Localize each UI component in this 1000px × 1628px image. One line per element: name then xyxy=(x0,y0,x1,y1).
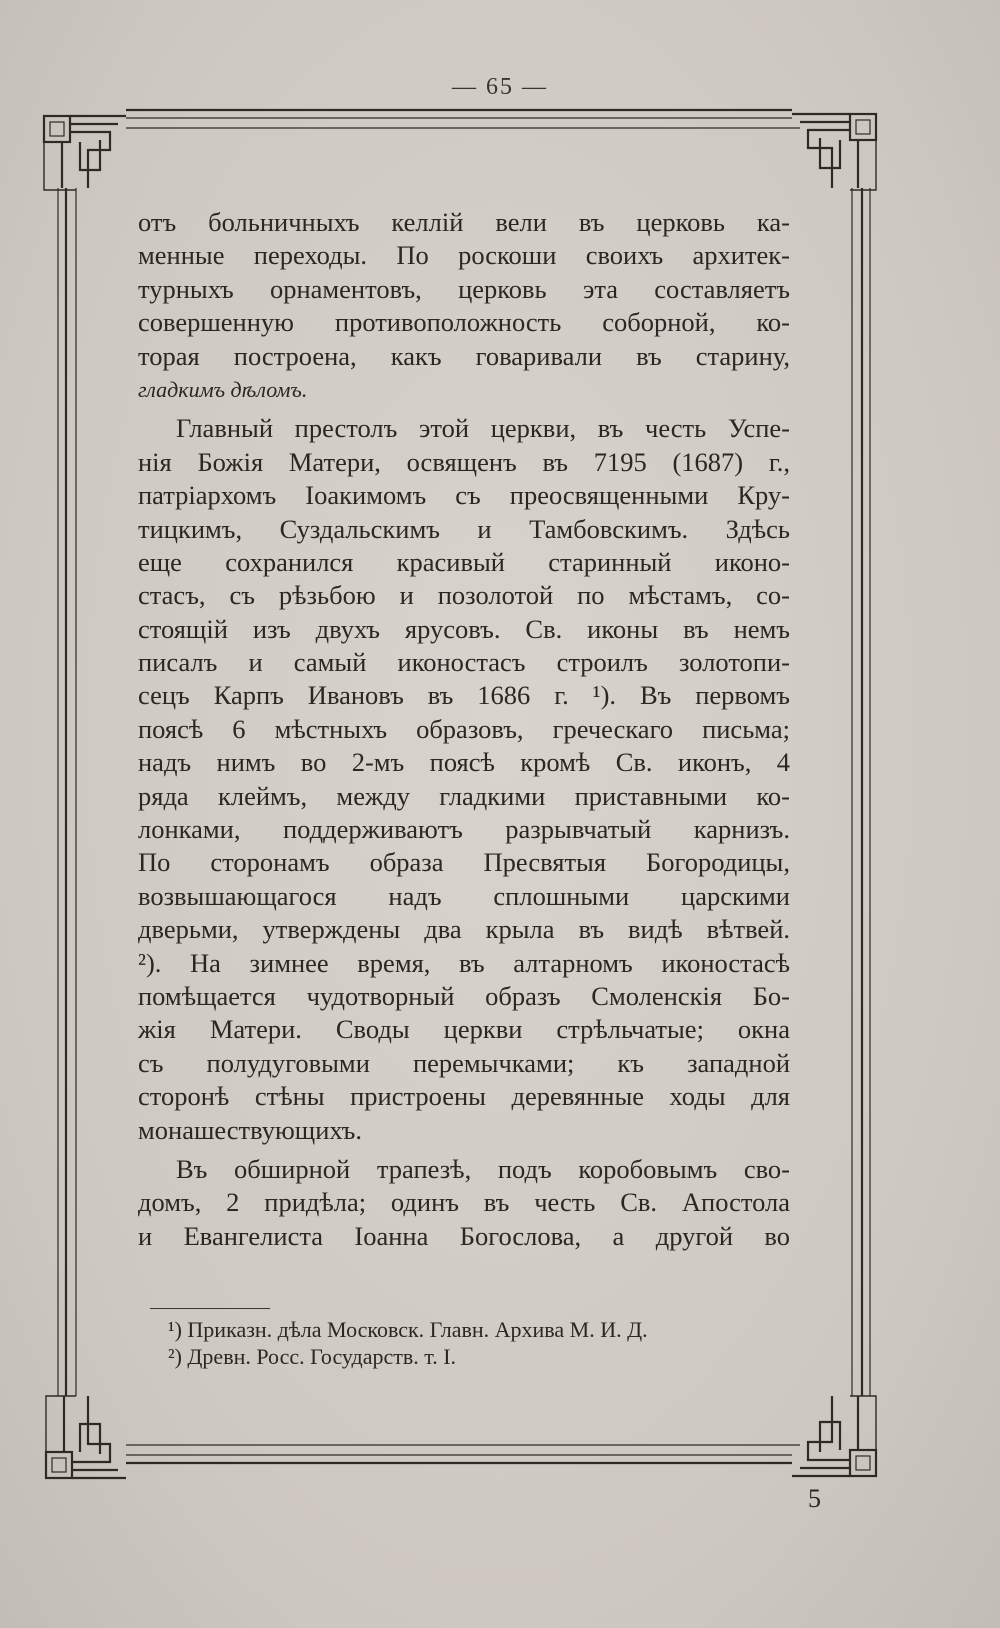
text-line: поясѣ 6 мѣстныхъ образовъ, греческаго письма; xyxy=(138,713,790,744)
text-line: ²). На зимнее время, въ алтарномъ иконостасѣ xyxy=(138,947,790,978)
text-line: торая построена, какъ говаривали въ старину, xyxy=(138,340,790,371)
text-line: дверьми, утверждены два крыла въ видѣ вѣтвей. xyxy=(138,914,790,945)
footnote-1: ¹) Приказн. дѣла Московск. Главн. Архива М. И. Д. xyxy=(168,1317,648,1342)
text-line: патріархомъ Іоакимомъ съ преосвященными Кру- xyxy=(138,480,790,511)
text-line: возвышающагося надъ сплошными царскими xyxy=(138,880,790,911)
text-line: стоящій изъ двухъ ярусовъ. Св. иконы въ немъ xyxy=(138,613,790,644)
text-line: монашествующихъ. xyxy=(138,1114,362,1145)
corner-ornament-top-left xyxy=(44,116,126,190)
text-line: По сторонамъ образа Пресвятыя Богородицы, xyxy=(138,847,790,878)
text-line: стасъ, съ рѣзьбою и позолотой по мѣстамъ, со- xyxy=(138,580,790,611)
text-line: лонками, поддерживаютъ разрывчатый карнизъ. xyxy=(138,814,790,845)
text-line: менные переходы. По роскоши своихъ архитек- xyxy=(138,240,790,271)
main-text xyxy=(138,206,790,1253)
corner-ornament-bottom-right xyxy=(792,1396,876,1476)
text-line: сторонѣ стѣны пристроены деревянные ходы для xyxy=(138,1081,790,1112)
text-line: сецъ Карпъ Ивановъ въ 1686 г. ¹). Въ первомъ xyxy=(138,680,790,711)
paragraph-2 xyxy=(138,412,790,1147)
text-line: писалъ и самый иконостасъ строилъ золотопи- xyxy=(138,647,790,678)
text-line: Главный престолъ этой церкви, въ честь Успе- xyxy=(176,413,790,444)
text-line: нія Божія Матери, освященъ въ 7195 (1687) г., xyxy=(138,446,790,477)
footnote-2: ²) Древн. Росс. Государств. т. I. xyxy=(168,1344,457,1369)
text-line: тицкимъ, Суздальскимъ и Тамбовскимъ. Здѣсь xyxy=(138,513,790,544)
corner-ornament-top-right xyxy=(792,114,876,190)
text-line: домъ, 2 придѣла; одинъ въ честь Св. Апостола xyxy=(138,1187,790,1218)
text-line: и Евангелиста Іоанна Богослова, а другой во xyxy=(138,1220,790,1251)
text-line: отъ больничныхъ келлій вели въ церковь ка- xyxy=(138,207,790,237)
text-line: съ полудуговыми перемычками; къ западной xyxy=(138,1047,790,1078)
text-line: еще сохранился красивый старинный иконо- xyxy=(138,546,790,577)
text-line: совершенную противоположность соборной, ко- xyxy=(138,307,790,338)
footnotes xyxy=(168,1316,788,1370)
page-number-header: — 65 — xyxy=(452,74,548,100)
corner-ornament-bottom-left xyxy=(46,1396,126,1478)
paragraph-3 xyxy=(138,1153,790,1253)
text-line: помѣщается чудотворный образъ Смоленскія Бо- xyxy=(138,980,790,1011)
text-line: Въ обширной трапезѣ, подъ коробовымъ сво- xyxy=(176,1153,790,1184)
text-line: надъ нимъ во 2-мъ поясѣ кромѣ Св. иконъ, 4 xyxy=(138,747,790,778)
signature-mark: 5 xyxy=(808,1484,821,1513)
text-line: турныхъ орнаментовъ, церковь эта составляетъ xyxy=(138,273,790,304)
footnote-rule xyxy=(150,1308,270,1309)
text-line-italic: гладкимъ дѣломъ. xyxy=(138,376,308,402)
text-line: ряда клеймъ, между гладкими приставными ко- xyxy=(138,780,790,811)
paragraph-1 xyxy=(138,206,790,406)
text-line: жія Матери. Своды церкви стрѣльчатые; окна xyxy=(138,1014,790,1045)
